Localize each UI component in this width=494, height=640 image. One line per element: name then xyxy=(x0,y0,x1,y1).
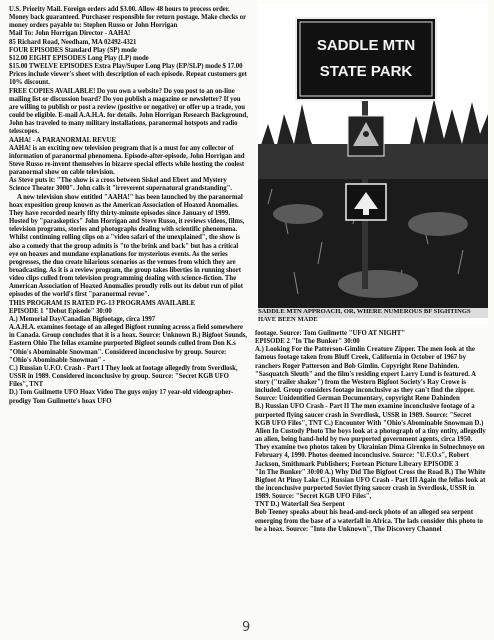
paragraph: C.) Russian U.F.O. Crash - Part I They look at footage allegedly from Sverdlosk, USSR in 1989. Considered inconclusive by group. Source: "Secret KGB UFO Files", TNT xyxy=(9,364,238,389)
sign-line-1: SADDLE MTN xyxy=(316,37,416,54)
paragraph: footage. Source: Tom Guilmette "UFO AT NIGHT" xyxy=(255,330,406,337)
paragraph: AAHA! - A PARANORMAL REVUE xyxy=(9,136,116,144)
paragraph: FREE COPIES AVAILABLE! Do you own a website? Do you post to an on-line mailing list or discussion board? Do you publish a magazine or newsletter? If you are willing to publish or post a review (positive or negative) or offer up a trade, you could be eligible. E-mail A.A.H.A. for details. John Horrigan Research Background, John has traveled to many military installations, paranormal hotspots and radio telescopes. xyxy=(9,87,248,136)
sign-line-2: STATE PARK xyxy=(319,63,413,80)
paragraph: As Steve puts it: "The show is a cross between Siskel and Ebert and Mystery Science Theater 3000". John calls it "irreverent supernatural grandstanding". xyxy=(9,177,232,193)
paragraph: Bob Teeney speaks about his head-and-neck photo of an alleged sea serpent emerging from the base of a waterfall in Africa. The lads consider this photo to be a hoax. Source: "Into the Unknown", The Discovery Channel xyxy=(255,509,483,533)
paragraph: $15.00 TWELVE EPISODES Extra Play/Super Long Play (EP/SLP) mode $ 17.00 Prices include viewer's sheet with description of each episode. Repeat customers get 10% discount. xyxy=(9,63,247,87)
paragraph: $12.00 EIGHT EPISODES Long Play (LP) mode xyxy=(9,54,149,62)
paragraph: A new television show entitled "AAHA!" has been launched by the paranormal hoax exposition group known as the American Association of Hoaxed Anomalies. They have recorded nearly fifty thirty-minute episodes since January of 1999. Hosted by "paraskeptics" John Horrigan and Steve Russo, it reviews videos, films, television programs, stories and photographs dealing with scientific phenomena. Whilst continuing rolling clips on a "video safari of the unexplained", the show is also a comedy that the group admits is "to the brink and back" but has a critical eye on hoaxes and mundane explanations for mysterious events. As the series progresses, the duo create hilarious scenarios as the venues from which they are broadcasting. As it is a review program, the group takes liberties in running short video clips culled from television programming dealing with science-fiction. The American Association of Hoaxed Anomalies proudly rolls out its debut run of pilot episodes of the world's first "paranormal revue". xyxy=(9,193,245,299)
paragraph: EPISODE 1 "Debut Episode" 30:00 xyxy=(9,307,112,315)
paragraph: "In The Bunker" 30:00 A.) Why Did The Bigfoot Cross the Road B.) The White Bigfoot At Pinsy Lake C.) Russian UFO Crash - Part III Again the fellas look at the inconclusive purported Soviet flying saucer crash in Sverdlosk, USSR in 1989. Source: "Secret KGB UFO Files", xyxy=(255,468,486,501)
right-column xyxy=(255,330,487,534)
paragraph: A.) Looking For the Patterson-Gimlin Creature Zipper. The men look at the famous footage taken from Bluff Creek, California in October of 1967 by ranchers Roger Patterson and Bob Gimlin. Copyright Rene Dahinden. "Sasquatch Sleuth" and the film's residing expert Larry Lund is featured. A story ("trailer shaker") from the Western Bigfoot Society's Ray Crowe is included. Group considers footage inconclusive as they can't find the zipper. Source: Unidentified German Documentary, copyright Rene Dahinden xyxy=(255,346,476,403)
photo-caption: SADDLE MTN APPROACH, OR, WHERE NUMEROUS BF SIGHTINGS HAVE BEEN MADE xyxy=(258,308,488,324)
photo-saddle-mtn-sign xyxy=(258,4,488,318)
paragraph: B.) Russian UFO Crash - Part II The men examine inconclusive footage of a purported flying saucer crash in Sverdlosk, USSR in 1989. Source: "Secret KGB UFO Files", TNT C.) Encounter With "Ohio's Abominable Snowman D.) Alien In Custody Photo The boys look at a photograph of a tiny entity, allegedly an alien, being hand-held by two purported government agents, circa 1950. They examine two photos taken by Ukrainian Dima Girenko in Solnechnoye on February 4, 1990. Photos deemed inconclusive. Source: "U.F.O.s", Robert Jackson, Smithmark Publishers; Fortean Picture Library EPISODE 3 xyxy=(255,403,486,468)
paragraph: FOUR EPISODES Standard Play (SP) mode xyxy=(9,46,137,54)
paragraph: U.S. Priority Mail. Foreign orders add $3.00. Allow 48 hours to process order. Money back guaranteed. Purchaser responsible for return postage. Make checks or money orders payable to: Stephen Russo or John Horrigan xyxy=(9,6,246,30)
paragraph: 85 Richard Road, Needham, MA 02492-4321 xyxy=(9,38,137,46)
paragraph: EPISODE 2 "In The Bunker" 30:00 xyxy=(255,338,360,346)
paragraph: AAHA! is an exciting new television program that is a must for any collector of information of paranormal phenomena. Episode-after-episode, John Horrigan and Steve Russo re-invent themselves in bizarre special effects while hosting the coolest paranormal show on cable television. xyxy=(9,144,245,177)
paragraph: THIS PROGRAM IS RATED PG-13 PROGRAMS AVAILABLE xyxy=(9,299,196,307)
page-number: 9 xyxy=(242,620,251,635)
state-park-emblem-icon xyxy=(348,116,384,156)
paragraph: TNT D.) Waterfall Sea Serpent xyxy=(255,501,345,509)
paragraph: Mail To: John Horrigan Director - AAHA! xyxy=(9,30,131,38)
paragraph: D.) Tom Guilmette UFO Hoax Video The guys enjoy 17 year-old videographer-prodigy Tom Guilmette's hoax UFO xyxy=(9,389,234,405)
paragraph: A.A.H.A. examines footage of an alleged Bigfoot running across a field somewhere in Canada. Group concludes that it is a hoax. Source: Unknown B.) Bigfoot Sounds, Eastern Ohio The fellas examine purported Bigfoot sounds culled from Don K.s "Ohio's Abominable Snowman". Considered inconclusive by group. Source: "Ohio's Abominable Snowman" - xyxy=(9,324,247,364)
paragraph: A.) Memorial Day/Canadian Bigfootage, circa 1997 xyxy=(9,315,156,323)
arrow-sign-icon xyxy=(346,184,386,220)
left-column xyxy=(9,6,249,406)
